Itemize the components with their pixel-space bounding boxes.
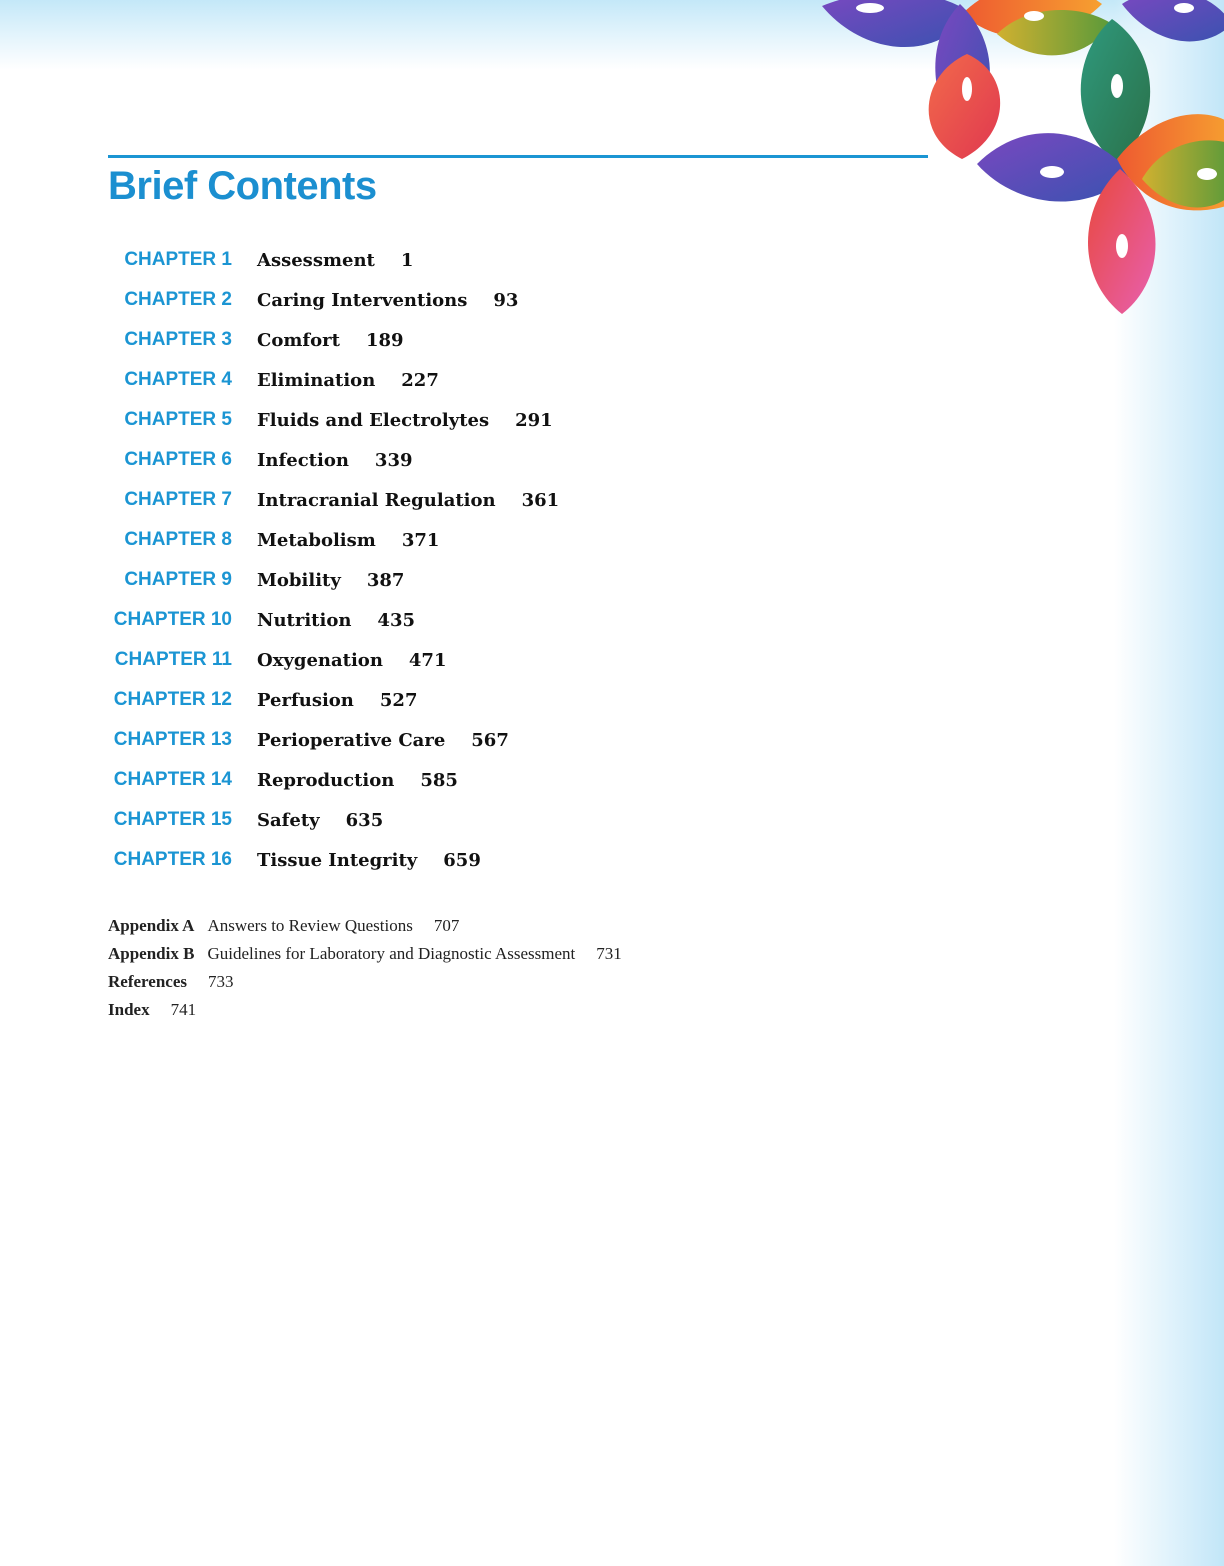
chapter-row[interactable] [0, 440, 900, 480]
chapter-label: CHAPTER 16 [113, 849, 232, 870]
chapter-title: Assessment [257, 249, 375, 271]
chapter-title: Metabolism [257, 529, 376, 551]
chapter-page: 93 [493, 289, 519, 311]
chapter-row[interactable] [0, 320, 900, 360]
chapter-label: CHAPTER 2 [124, 289, 232, 310]
chapter-label: CHAPTER 7 [124, 489, 232, 510]
back-matter-label: Index [108, 1000, 150, 1019]
chapter-title: Caring Interventions [257, 289, 468, 311]
chapter-row[interactable] [0, 680, 900, 720]
chapter-page: 227 [401, 369, 439, 391]
chapter-label: CHAPTER 13 [113, 729, 232, 750]
chapter-row[interactable] [0, 480, 900, 520]
chapter-page: 659 [443, 849, 481, 871]
chapter-row[interactable] [0, 760, 900, 800]
chapter-page: 339 [374, 449, 413, 471]
chapter-row[interactable] [0, 840, 900, 880]
chapter-page: 527 [379, 689, 418, 711]
chapter-title: Tissue Integrity [257, 849, 418, 871]
chapter-label: CHAPTER 3 [124, 329, 232, 350]
chapter-page: 1 [400, 249, 414, 271]
chapter-row[interactable] [0, 520, 900, 560]
chapter-title: Nutrition [257, 609, 352, 631]
back-matter-list [108, 912, 622, 1024]
back-matter-label: Appendix B [108, 944, 195, 963]
chapter-title: Elimination [257, 369, 376, 391]
chapter-title: Perfusion [257, 689, 354, 711]
chapter-label: CHAPTER 8 [124, 529, 232, 550]
chapter-page: 291 [515, 409, 553, 431]
chapter-title: Comfort [257, 329, 340, 351]
chapter-label: CHAPTER 4 [124, 369, 232, 390]
chapter-label: CHAPTER 15 [113, 809, 232, 830]
title-rule [108, 155, 928, 158]
chapter-label: CHAPTER 5 [124, 409, 232, 430]
chapter-page: 361 [521, 489, 560, 511]
back-matter-row[interactable] [108, 968, 622, 996]
chapter-row[interactable] [0, 600, 900, 640]
back-matter-title: Answers to Review Questions [207, 916, 413, 935]
chapter-label: CHAPTER 11 [114, 649, 232, 670]
back-matter-label: Appendix A [108, 916, 195, 935]
back-matter-label: References [108, 972, 187, 991]
chapter-row[interactable] [0, 280, 900, 320]
back-matter-page: 733 [207, 972, 234, 991]
chapter-title: Reproduction [257, 769, 395, 791]
back-matter-page: 741 [170, 1000, 197, 1019]
chapter-title: Infection [257, 449, 349, 471]
back-matter-page: 731 [596, 944, 622, 963]
back-matter-page: 707 [433, 916, 460, 935]
chapter-title: Fluids and Electrolytes [257, 409, 490, 431]
chapter-row[interactable] [0, 240, 900, 280]
chapter-title: Mobility [257, 569, 341, 591]
chapter-page: 585 [420, 769, 458, 791]
chapter-row[interactable] [0, 360, 900, 400]
back-matter-row[interactable] [108, 996, 622, 1024]
chapter-label: CHAPTER 14 [113, 769, 232, 790]
chapter-row[interactable] [0, 400, 900, 440]
chapter-page: 435 [377, 609, 415, 631]
chapter-row[interactable] [0, 800, 900, 840]
chapter-page: 387 [366, 569, 405, 591]
chapter-label: CHAPTER 9 [124, 569, 232, 590]
chapter-label: CHAPTER 12 [113, 689, 232, 710]
back-matter-row[interactable] [108, 940, 622, 968]
back-matter-row[interactable] [108, 912, 622, 940]
chapter-title: Safety [257, 809, 320, 831]
chapter-list [0, 240, 900, 880]
chapter-label: CHAPTER 6 [124, 449, 232, 470]
chapter-page: 635 [345, 809, 384, 831]
chapter-title: Intracranial Regulation [257, 489, 496, 511]
chapter-row[interactable] [0, 560, 900, 600]
chapter-label: CHAPTER 1 [124, 249, 232, 270]
back-matter-title: Guidelines for Laboratory and Diagnostic Assessment [207, 944, 576, 963]
chapter-label: CHAPTER 10 [113, 609, 232, 630]
chapter-title: Perioperative Care [257, 729, 446, 751]
chapter-page: 567 [471, 729, 509, 751]
page-title: Brief Contents [108, 164, 377, 208]
chapter-row[interactable] [0, 640, 900, 680]
chapter-page: 189 [365, 329, 404, 351]
chapter-title: Oxygenation [257, 649, 383, 671]
chapter-page: 471 [408, 649, 447, 671]
chapter-page: 371 [401, 529, 440, 551]
chapter-row[interactable] [0, 720, 900, 760]
